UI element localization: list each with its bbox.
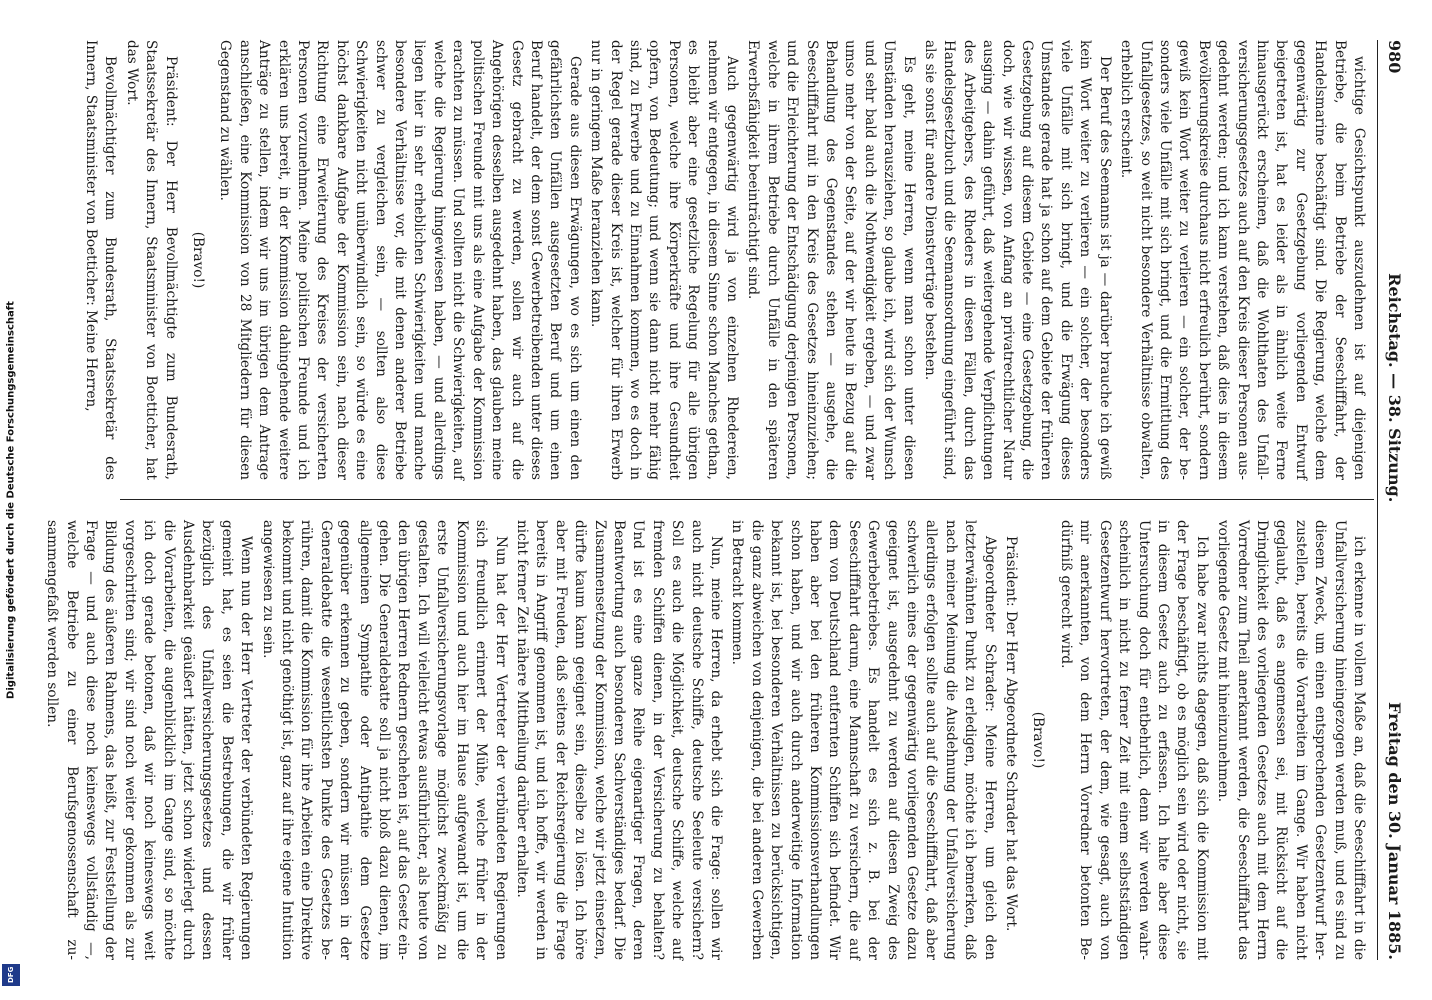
paragraph: ich erkenne in vollem Maße an, daß die Seeschifffahrt in die Unfallversicherung hineingezogen werden muß, und es sind zu diesem Zweck, um einen entsprechenden Gesetzentwurf herzustellen, bereits die Vorarbeiten im Gange. Wir haben nicht geglaubt, daß es angemessen sei, mit Rücksicht auf die Dringlichkeit des vorliegenden Gesetzes auch mit dem Herrn Vorredner zum Theil anerkannt werden, die Seeschifffahrt das vorliegende Gesetz mit hineinzunehmen. — [1215, 520, 1367, 960]
left-column — [83, 40, 1368, 480]
applause-note: (Bravo!) — [190, 231, 207, 289]
header-rule — [1377, 40, 1378, 960]
dfg-logo-text: DFG — [7, 966, 15, 984]
column-divider — [120, 499, 1374, 500]
speaker-paragraph: Abgeordneter Schrader: Meine Herren, um gleich den letzterwähnten Punkt zu erledigen, möchte ich bemerken, daß nach meiner Meinung die Ausdehnung der Unfallversicherung allerdings erfolgen sollte auch auf die Seeschifffahrt, daß aber schwerlich eines der gegenwärtig vorliegenden Gesetze dazu geeignet ist, ausgedehnt zu werden auf diesen Zweig des Gewerbebetriebes. Es handelt es sich z. B. bei der Seeschifffahrt darum, eine Mannschaft zu versichern, die auf dem von Deutschland entfernten Schiffen sich befindet. Wir haben aber bei den früheren Kommissionsverhandlungen schon haben, und wir auch durch anderweitige Information bekannt ist, bei besonderen Verhältnissen zu berücksichtigen, die ganz abweichen von denjenigen, die bei anderen Gewerben in Betracht kommen. — [729, 520, 998, 960]
scanned-page — [44, 20, 1420, 980]
speaker-paragraph: Bevollmächtigter zum Bundesrath, Staatssekretär des Innern, Staatsminister von Boetticher: Meine Herren, — [83, 40, 119, 480]
page-header — [1382, 40, 1408, 960]
paragraph: Nun hat der Herr Vertreter der verbündeten Regierungen sich freundlich erinnert der Mühe, welche früher in der Kommission und auch hier im Hause aufgewandt ist, um die erste Unfallversicherungsvorlage möglichst zweckmäßig zu gestalten. Ich will vielleicht etwas ausführlicher, als heute von den übrigen Herren Rednern geschehen ist, auf das Gesetz eingehen. Die Generaldebatte soll ja nicht bloß dazu dienen, im allgemeinen Sympathie oder Antipathie dem Gesetze gegenüber erkennen zu geben, sondern wir müssen in der Generaldebatte die wesentlichsten Punkte des Gesetzes berühren, damit die Kommission für ihre Arbeiten eine Direktive bekommt und nicht genöthigt ist, ganz auf ihre eigene Intuition angewiesen zu sein. — [259, 520, 509, 960]
credit-text: Digitalisierung gefördert durch die Deutsche Forschungsgemeinschaft — [5, 301, 17, 699]
speaker-paragraph: Präsident: Der Herr Bevollmächtigte zum Bundesrath, Staatssekretär des Innern, Staatsminister von Boetticher, hat das Wort. — [123, 40, 179, 480]
paragraph: Ich habe zwar nichts dagegen, daß sich die Kommission mit der Frage beschäftigt, ob es möglich sein wird oder nicht, sie in diesem Gesetz auch zu erfassen. Ich halte aber diese Untersuchung doch für entbehrlich, denn wir werden wahrscheinlich in nicht zu ferner Zeit mit einem selbstständigen Gesetzentwurf hervortreten, der dem, wie gesagt, auch von mir anerkannten, von dem Herrn Vorredner betonten Bedürfniß gerecht wird. — [1057, 520, 1210, 960]
page-content — [44, 20, 1420, 980]
digitization-credit — [0, 20, 22, 980]
page-number: 980 — [1385, 40, 1405, 74]
speaker-paragraph: Präsident: Der Herr Abgeordnete Schrader hat das Wort. — [1003, 536, 1020, 932]
paragraph: Nun, meine Herren, da erhebt sich die Frage: sollen wir auch nicht deutsche Schiffe, deutsche Seeleute versichern? Soll es auch die Möglichkeit, deutsche Schiffe, welche auf fremden Schiffen dienen, in der Versicherung zu behalten? Und ist es eine ganze Reihe eigenartiger Fragen, deren Beantwortung auch besonderen Sachverständiges bedarf. Die Zusammensetzung der Kommission, welche wir jetzt einsetzen, dürfte kaum kann geeignet sein, dieselbe zu lösen. Ich höre aber mit Freuden, daß seitens der Reichsregierung die Frage bereits in Angriff genommen ist, und ich hoffe, wir werden in nicht ferner Zeit nähere Mittheilung darüber erhalten. — [513, 520, 724, 960]
session-date: Freitag den 30. Januar 1885. — [1385, 702, 1405, 960]
paragraph: Der Beruf des Seemanns ist ja — darüber brauche ich gewiß kein Wort weiter zu verlieren — ein solcher, der besonders viele Unfälle mit sich bringt, und die Erwägung dieses Umstandes gerade hat ja schon auf dem Gebiete der früheren Gesetzgebung auf diesem Gebiete — eine Gesetzgebung, die doch, wie wir wissen, von Anfang an privatrechtlicher Natur ausging — dahin geführt, daß weitergehende Verpflichtungen des Arbeitgebers, des Rheders in diesen Fällen, durch das Handelsgesetzbuch und die Seemannsordnung eingeführt sind, als sie sonst für andere Dienstverträge bestehen. — [922, 40, 1113, 480]
paragraph: Auch gegenwärtig wird ja von einzelnen Rhedereien, nehmen wir entgegen, in diesem Sinne schon Manches gethan, es bleibt aber eine gesetzliche Regelung für alle übrigen Personen, welche ihre Körperkräfte und ihre Gesundheit opfern, von Bedeutung; und wenn sie dann nicht mehr fähig sind, zu Erwerbe und zu Einnahmen kommen, wo es doch in der Regel gerade dieser Kreis ist, welcher für ihren Erwerb nur in geringem Maße heranziehen kann. — [588, 40, 740, 480]
paragraph: Wenn nun der Herr Vertreter der verbündeten Regierungen gemeint hat, es seien die Bestrebungen, die wir früher bezüglich des Unfallversicherungsgesetzes und dessen Ausdehnbarkeit geäußert hätten, jetzt schon widerlegt durch die Vorarbeiten, die augenblicklich im Gange sind, so möchte ich doch gerade betonen, daß wir noch keineswegs weit vorgeschritten sind; wir sind noch weiter gekommen als zur Bildung des äußeren Rahmens, das heißt, zur Feststellung der Frage — und auch diese noch keineswegs vollständig —, welche Betriebe zu einer Berufsgenossenschaft zusammengefaßt werden sollen. — [44, 520, 255, 960]
right-column — [44, 520, 1368, 960]
session-title: Reichstag. — 38. Sitzung. — [1385, 273, 1405, 503]
paragraph: Es geht, meine Herren, wenn man schon unter diesen Umständen herausziehen, so glaube ich, wird sich der Wunsch und sehr bald auch die Nothwendigkeit ergeben, — und zwar umso mehr von der Seite, auf der wir heute in Bezug auf die Behandlung des Gegenstandes stehen — ausgehe, die Seeschifffahrt mit in den Kreis des Gesetzes hineinzuziehen; und die Erleichterung der Entschädigung derjenigen Personen, welche in ihrem Betriebe durch Unfälle in den späteren Erwerbsfähigkeit beeinträchtigt sind. — [745, 40, 917, 480]
applause-note: (Bravo!) — [1030, 711, 1047, 769]
dfg-logo — [2, 964, 20, 986]
paragraph: wichtige Gesichtspunkt auszudehnen ist auf diejenigen Betriebe, die beim Betriebe der Seeschifffahrt, der Handelsmarine beschäftigt sind. Die Regierung, welche dem gegenwärtig zur Gesetzgebung vorliegenden Entwurf beigetreten ist, hat es leider als in ähnlich weite Ferne hinausgerückt erscheinen, daß die Wohlthaten des Unfallversicherungsgesetzes auch auf den Kreis dieser Personen ausgedehnt werden; und ich kann verstehen, daß dies in diesem Bevölkerungskreise durchaus nicht erfreulich berührt, sondern gewiß kein Wort weiter zu verlieren — ein solcher, der besonders viele Unfälle mit sich bringt, und die Ermittlung des Unfallgesetzes, so weit nicht besondere Verhältnisse obwalten, erheblich erscheint. — [1118, 40, 1367, 480]
paragraph: Gerade aus diesen Erwägungen, wo es sich um einen den gefährlichsten Unfällen ausgesetzten Beruf und um einen Beruf handelt, der dem sonst Gewerbetreibenden unter dieses Gesetz gebracht zu werden, sollen wir auch auf die Angehörigen desselben ausgedehnt haben, das glauben meine politischen Freunde mit uns als eine Aufgabe der Kommission erachten zu müssen. Und sollten nicht die Schwierigkeiten, auf welche die Regierung hingewiesen haben, — und allerdings liegen hier in sehr erheblichen Schwierigkeiten und manche besondere Verhältnisse vor, die mit denen anderer Betriebe schwer zu vergleichen sein, — sollten also diese Schwierigkeiten nicht unüberwindlich sein, so würde es eine höchst dankbare Aufgabe der Kommission sein, nach dieser Richtung eine Erweiterung des Kreises der versicherten Personen vorzunehmen. Meine politischen Freunde und ich erklären uns bereit, in der Kommission dahingehende weitere Anträge zu stellen, indem wir uns im übrigen dem Antrage anschließen, eine Kommission von 28 Mitgliedern für diesen Gegenstand zu wählen. — [217, 40, 583, 480]
